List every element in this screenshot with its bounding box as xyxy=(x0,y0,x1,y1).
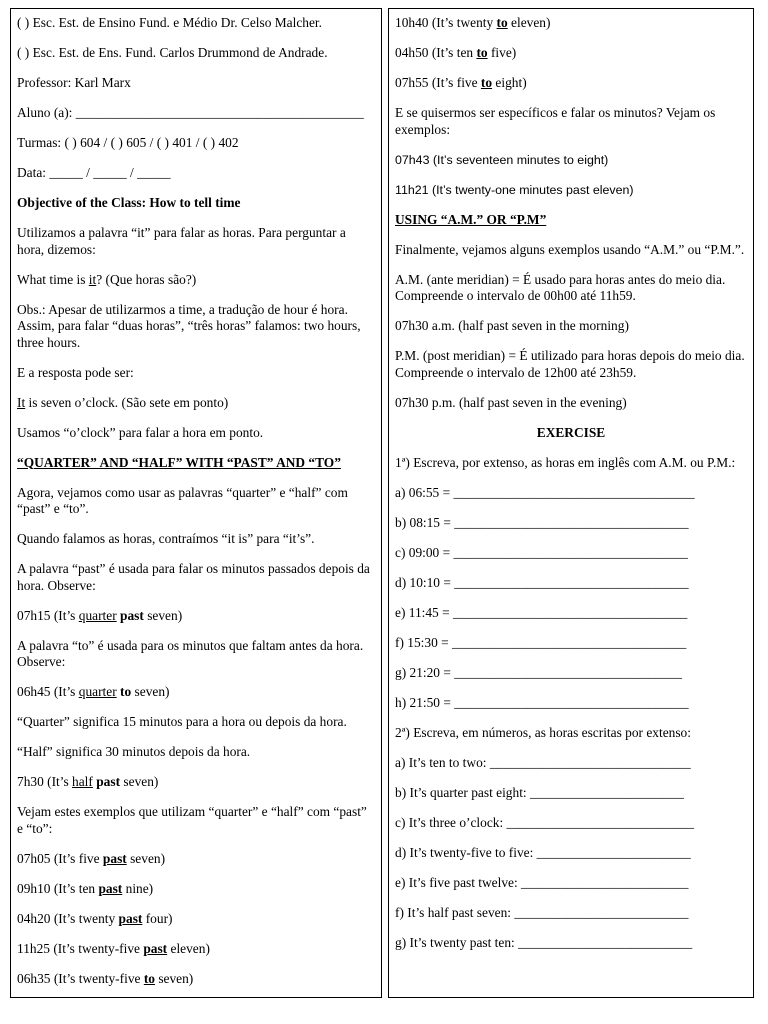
specific-example-2: 11h21 (It’s twenty-one minutes past eleven) xyxy=(395,182,634,197)
exercise-2-instruction: 2ª) Escreva, em números, as horas escritas por extenso: xyxy=(395,724,691,740)
example-item xyxy=(395,45,747,62)
example-half-past xyxy=(17,774,375,791)
example-rest: eight) xyxy=(492,75,527,90)
exercise-2-item: d) It’s twenty-five to five: _______________________ xyxy=(395,844,691,860)
exercise-2-item: g) It’s twenty past ten: __________________________ xyxy=(395,934,693,950)
answer-rest: is seven o’clock. (São sete em ponto) xyxy=(25,394,229,410)
example-underlined: quarter xyxy=(78,607,117,623)
question-it: it xyxy=(88,271,97,287)
exercise-1-item: f) 15:30 = ___________________________________ xyxy=(395,634,687,650)
pm-definition: P.M. (post meridian) = É utilizado para horas depois do meio dia. Compreende o intervalo de 12h00 até 23h59. xyxy=(395,348,745,380)
contraction-note: Quando falamos as horas, contraímos “it is” para “it’s”. xyxy=(17,531,315,546)
answer-it: It xyxy=(17,394,26,410)
obs-paragraph: Obs.: Apesar de utilizarmos a time, a tradução de hour é hora. Assim, para falar “duas horas”, “três horas” falamos: two hours, three hours. xyxy=(17,301,361,350)
exercise-2-item: b) It’s quarter past eight: _______________________ xyxy=(395,784,684,800)
example-item xyxy=(395,75,747,92)
example-item xyxy=(17,971,375,988)
example-text: 7h30 (It’s xyxy=(17,774,73,789)
exercise-1-item: a) 06:55 = ____________________________________ xyxy=(395,484,695,500)
example-quarter-past xyxy=(17,608,375,625)
example-text: 09h10 (It’s ten xyxy=(17,880,99,896)
exercise-1-item: c) 09:00 = ___________________________________ xyxy=(395,544,688,560)
am-pm-heading: USING “A.M.” OR “P.M” xyxy=(395,211,547,227)
oclock-note: Usamos “o’clock” para falar a hora em ponto. xyxy=(17,424,264,440)
example-keyword: to xyxy=(496,15,508,30)
school-option-2: ( ) Esc. Est. de Ens. Fund. Carlos Drummond de Andrade. xyxy=(17,45,328,60)
example-rest: seven) xyxy=(131,684,170,699)
date-line: Data: _____ / _____ / _____ xyxy=(17,165,171,180)
example-keyword: past xyxy=(102,850,127,866)
exercise-1-item: e) 11:45 = ___________________________________ xyxy=(395,604,688,620)
exercise-title: EXERCISE xyxy=(536,424,606,440)
example-rest: four) xyxy=(142,910,173,926)
pm-example: 07h30 p.m. (half past seven in the evening) xyxy=(395,394,627,410)
question-translation: ? (Que horas são?) xyxy=(96,271,197,287)
example-keyword: past xyxy=(98,880,123,896)
class-options-line: Turmas: ( ) 604 / ( ) 605 / ( ) 401 / ( ) 402 xyxy=(17,135,239,150)
example-keyword: to xyxy=(476,45,488,60)
example-item xyxy=(17,911,375,928)
quarter-definition: “Quarter” significa 15 minutos para a hora ou depois da hora. xyxy=(17,714,347,729)
past-description: A palavra “past” é usada para falar os minutos passados depois da hora. Observe: xyxy=(17,561,370,593)
example-rest: seven) xyxy=(143,607,183,623)
exercise-1-item: g) 21:20 = __________________________________ xyxy=(395,664,682,680)
objective-heading: Objective of the Class: How to tell time xyxy=(17,195,241,210)
school-option-1: ( ) Esc. Est. de Ensino Fund. e Médio Dr. Celso Malcher. xyxy=(17,15,322,30)
specific-example-1: 07h43 (It’s seventeen minutes to eight) xyxy=(395,152,609,167)
exercise-2-item: f) It’s half past seven: __________________________ xyxy=(395,904,689,920)
example-rest: seven) xyxy=(120,774,159,789)
example-keyword: past xyxy=(120,607,144,623)
example-text: 11h25 (It’s twenty-five xyxy=(17,940,144,956)
answer-line xyxy=(17,395,375,412)
am-pm-intro: Finalmente, vejamos alguns exemplos usando “A.M.” ou “P.M.”. xyxy=(395,241,745,257)
to-description: A palavra “to” é usada para os minutos que faltam antes da hora. Observe: xyxy=(17,637,364,669)
example-text: 10h40 (It’s twenty xyxy=(395,15,497,30)
example-rest: five) xyxy=(487,45,517,60)
example-keyword: to xyxy=(480,75,493,90)
example-underlined: quarter xyxy=(78,684,117,699)
professor-line: Professor: Karl Marx xyxy=(17,75,131,90)
example-text: 04h20 (It’s twenty xyxy=(17,910,119,926)
quarter-half-heading: “QUARTER” AND “HALF” WITH “PAST” AND “TO” xyxy=(17,454,341,470)
example-rest: seven) xyxy=(154,970,194,986)
example-keyword: past xyxy=(118,910,143,926)
example-rest: eleven) xyxy=(167,940,210,956)
example-item xyxy=(17,851,375,868)
example-item xyxy=(17,941,375,958)
example-rest: seven) xyxy=(126,850,166,866)
am-definition: A.M. (ante meridian) = É usado para horas antes do meio dia. Compreende o intervalo de 00h00 até 11h59. xyxy=(395,271,726,303)
example-text: 07h55 (It’s five xyxy=(395,75,481,90)
intro-paragraph: Utilizamos a palavra “it” para falar as horas. Para perguntar a hora, dizemos: xyxy=(17,225,346,257)
question-line xyxy=(17,272,375,289)
exercise-1-instruction: 1ª) Escreva, por extenso, as horas em inglês com A.M. ou P.M.: xyxy=(395,454,736,470)
examples-intro: Vejam estes exemplos que utilizam “quarter” e “half” com “past” e “to”: xyxy=(17,804,367,836)
example-underlined: half xyxy=(72,774,93,789)
question-text: What time is xyxy=(17,271,89,287)
half-definition: “Half” significa 30 minutos depois da hora. xyxy=(17,744,251,759)
example-keyword: to xyxy=(120,684,132,699)
left-column xyxy=(10,8,382,998)
exercise-1-item: d) 10:10 = ___________________________________ xyxy=(395,574,689,590)
exercise-1-item: h) 21:50 = ___________________________________ xyxy=(395,694,689,710)
exercise-2-item: c) It’s three o’clock: ____________________________ xyxy=(395,814,695,830)
example-quarter-to xyxy=(17,684,375,701)
example-keyword: past xyxy=(96,774,121,789)
example-rest: eleven) xyxy=(507,15,551,30)
am-example: 07h30 a.m. (half past seven in the morning) xyxy=(395,318,629,333)
example-text: 06h35 (It’s twenty-five xyxy=(17,970,144,986)
example-item xyxy=(395,15,747,32)
student-name-line: Aluno (a): ___________________________________________ xyxy=(17,105,364,120)
right-column xyxy=(388,8,754,998)
specific-intro: E se quisermos ser específicos e falar os minutos? Vejam os exemplos: xyxy=(395,105,716,137)
agora-paragraph: Agora, vejamos como usar as palavras “quarter” e “half” com “past” e “to”. xyxy=(17,484,348,516)
example-item xyxy=(17,881,375,898)
exercise-1-item: b) 08:15 = ___________________________________ xyxy=(395,514,689,530)
example-rest: nine) xyxy=(122,880,154,896)
example-text: 04h50 (It’s ten xyxy=(395,45,477,60)
example-text: 07h15 (It’s xyxy=(17,607,79,623)
example-text: 07h05 (It’s five xyxy=(17,850,103,866)
example-keyword: to xyxy=(143,970,155,986)
example-text: 06h45 (It’s xyxy=(17,684,79,699)
exercise-2-item: e) It’s five past twelve: _________________________ xyxy=(395,874,689,890)
example-keyword: past xyxy=(143,940,168,956)
answer-intro: E a resposta pode ser: xyxy=(17,364,134,380)
exercise-2-item: a) It’s ten to two: ______________________________ xyxy=(395,754,691,770)
